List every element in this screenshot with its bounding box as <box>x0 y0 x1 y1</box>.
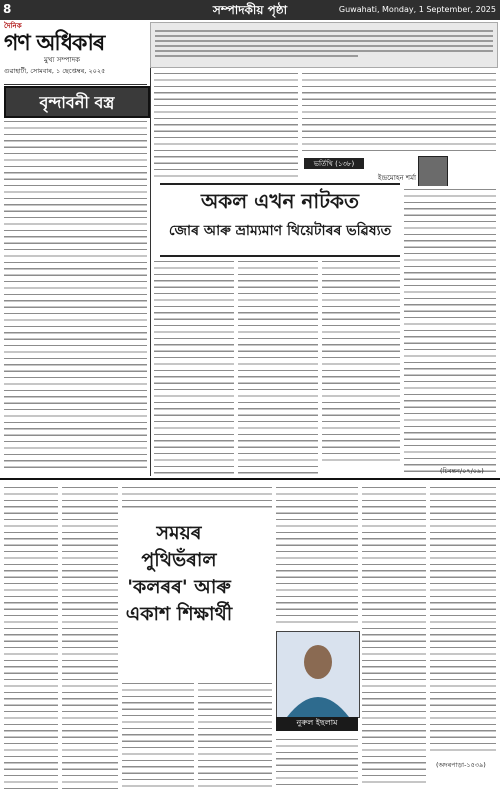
masthead <box>4 20 147 85</box>
article-body-right-col <box>404 186 496 474</box>
dateline: Guwahati, Monday, 1 September, 2025 <box>338 5 496 14</box>
feature-body-col7 <box>430 484 496 756</box>
feature-body-col4 <box>198 680 272 790</box>
photo-caption: নুৰুল ইছলাম <box>276 717 358 731</box>
feature-footer-ref: (অদৰপাড়া-১৫৩৯) <box>436 761 486 769</box>
page-number: 8 <box>3 2 12 16</box>
main-headline-line2: জোৰ আৰু ভ্ৰাম্যমাণ থিয়েটাৰৰ ভৱিষ্যত <box>168 223 392 239</box>
notice-box <box>150 22 498 68</box>
author-name: ইন্দ্ৰমোহন শৰ্মা <box>377 174 416 182</box>
editorial-title: বৃন্দাবনী বস্ত্ৰ <box>39 93 115 112</box>
article-body-col-b <box>238 258 318 474</box>
feature-body-col6 <box>362 484 426 784</box>
article-footer-ref: (চিৰন্তন/০৭/০৯) <box>440 467 484 475</box>
column-divider <box>150 68 151 476</box>
article-body-col2-top <box>302 70 496 154</box>
person-icon <box>277 632 359 717</box>
feature-body-top <box>122 484 272 512</box>
main-headline-box <box>160 183 400 257</box>
section-divider <box>0 478 500 480</box>
feature-body-col1 <box>4 484 58 790</box>
article-body-col1-top <box>154 70 298 180</box>
masthead-prefix: দৈনিক <box>4 21 22 30</box>
author-photo <box>418 156 448 188</box>
masthead-date: গুৱাহাটী, সোমবাৰ, ১ ছেপ্তেম্বৰ, ২০২৫ <box>4 67 106 75</box>
column-badge: ভৰ্তিখি (১৩৮) <box>304 158 364 169</box>
article-body-col-c <box>322 258 400 464</box>
editorial-title-box <box>4 86 150 118</box>
section-title: সম্পাদকীয় পৃষ্ঠা <box>212 3 288 17</box>
notice-text-lines <box>155 27 493 60</box>
feature-body-col5-bottom <box>276 736 358 790</box>
main-headline-line1: অকল এখন নাটকত <box>200 189 360 213</box>
feature-body-col5-top <box>276 484 358 626</box>
editorial-body <box>4 118 147 473</box>
article-body-col-a <box>154 258 234 474</box>
author-box <box>302 156 448 183</box>
portrait-photo <box>276 631 360 718</box>
feature-headline: সময়ৰ পুথিভঁৰাল 'কলৰৰ' আৰু একাশ শিক্ষাৰ্থী <box>125 522 233 625</box>
feature-body-col3 <box>122 680 194 790</box>
masthead-title: গণ অধিকাৰ <box>4 30 105 56</box>
masthead-subtitle: মুখ্য সম্পাদক <box>44 56 81 64</box>
feature-body-col2 <box>62 484 118 790</box>
